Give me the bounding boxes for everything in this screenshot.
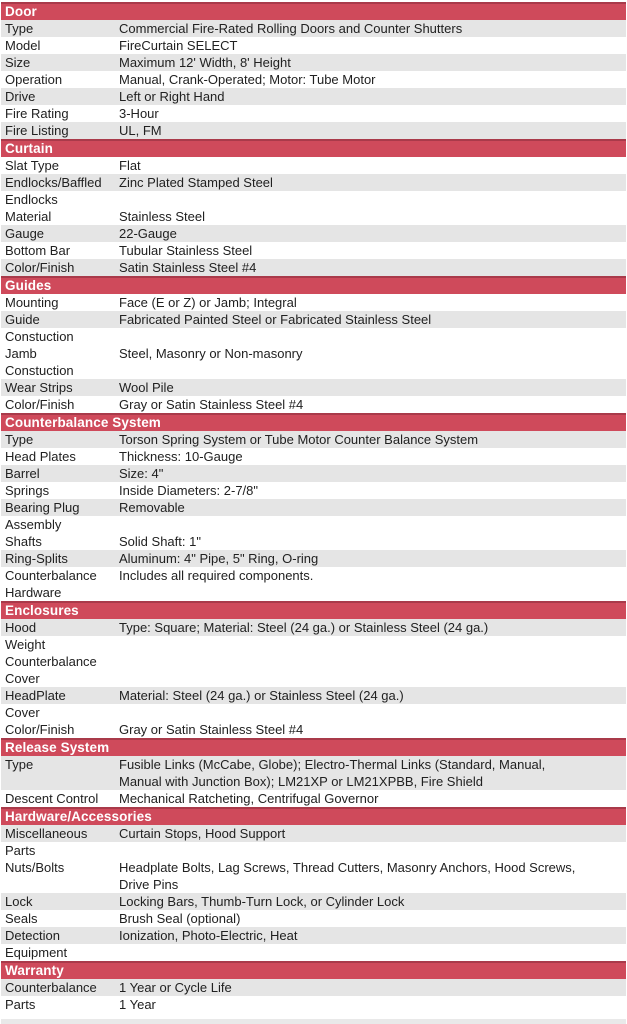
row-label: Lock xyxy=(5,894,33,909)
section-header: Release System xyxy=(1,738,626,756)
row-value: Size: 4" xyxy=(119,466,164,481)
row-label: Color/Finish xyxy=(5,260,75,275)
spec-row xyxy=(1,20,626,37)
spec-row xyxy=(1,482,626,499)
row-label: Type xyxy=(5,757,34,772)
row-value: Satin Stainless Steel #4 xyxy=(119,260,257,275)
spec-row xyxy=(1,122,626,139)
section-header: Curtain xyxy=(1,139,626,157)
spec-row xyxy=(1,225,626,242)
spec-row xyxy=(1,431,626,448)
row-label: Material xyxy=(5,209,52,224)
spec-row xyxy=(1,636,626,687)
spec-row xyxy=(1,379,626,396)
row-label: Miscellaneous Parts xyxy=(5,826,88,858)
spec-row xyxy=(1,996,626,1013)
spec-row xyxy=(1,242,626,259)
row-value: Headplate Bolts, Lag Screws, Thread Cutters, Masonry Anchors, Hood Screws, Drive Pins xyxy=(119,860,576,892)
row-label: HeadPlate Cover xyxy=(5,688,66,720)
row-label: Head Plates xyxy=(5,449,76,464)
spec-row xyxy=(1,825,626,859)
spec-row xyxy=(1,294,626,311)
row-label: Shafts xyxy=(5,534,42,549)
row-label: Drive xyxy=(5,89,36,104)
spec-row xyxy=(1,54,626,71)
row-value: Removable xyxy=(119,500,185,515)
row-label: Fire Listing xyxy=(5,123,69,138)
spec-row xyxy=(1,345,626,379)
row-label: Hood xyxy=(5,620,37,635)
row-value: FireCurtain SELECT xyxy=(119,38,238,53)
section-header: Door xyxy=(1,2,626,20)
row-label: Parts xyxy=(5,997,36,1012)
row-value: Commercial Fire-Rated Rolling Doors and Counter Shutters xyxy=(119,21,463,36)
spec-row xyxy=(1,567,626,601)
spec-row xyxy=(1,790,626,807)
row-label: Weight Counterbalance Cover xyxy=(5,637,97,686)
spec-row xyxy=(1,311,626,345)
spec-row xyxy=(1,174,626,208)
row-value: Left or Right Hand xyxy=(119,89,225,104)
row-label: Mounting xyxy=(5,295,59,310)
row-value: Type: Square; Material: Steel (24 ga.) or Stainless Steel (24 ga.) xyxy=(119,620,489,635)
row-label: Fire Rating xyxy=(5,106,69,121)
row-label: Descent Control xyxy=(5,791,99,806)
row-value: Brush Seal (optional) xyxy=(119,911,241,926)
section-header: Warranty xyxy=(1,961,626,979)
row-label: Slat Type xyxy=(5,158,59,173)
row-value: 1 Year or Cycle Life xyxy=(119,980,232,995)
spec-row xyxy=(1,859,626,893)
row-label: Model xyxy=(5,38,41,53)
spec-row xyxy=(1,448,626,465)
row-value: 22-Gauge xyxy=(119,226,177,241)
row-value: Fusible Links (McCabe, Globe); Electro-Thermal Links (Standard, Manual, Manual with Junction Box); LM21XP or LM21XPBB, Fire Shield xyxy=(119,757,546,789)
spec-row xyxy=(1,910,626,927)
row-value: Manual, Crank-Operated; Motor: Tube Motor xyxy=(119,72,376,87)
row-value: UL, FM xyxy=(119,123,162,138)
row-label: Bottom Bar xyxy=(5,243,71,258)
row-value: Gray or Satin Stainless Steel #4 xyxy=(119,722,304,737)
row-value: Includes all required components. xyxy=(119,568,314,583)
row-value: Curtain Stops, Hood Support xyxy=(119,826,286,841)
row-label: Counterbalance Hardware xyxy=(5,568,97,600)
section-header: Guides xyxy=(1,276,626,294)
row-value: Zinc Plated Stamped Steel xyxy=(119,175,273,190)
row-label: Type xyxy=(5,432,34,447)
row-value: Material: Steel (24 ga.) or Stainless Steel (24 ga.) xyxy=(119,688,404,703)
row-value: Stainless Steel xyxy=(119,209,205,224)
spec-row xyxy=(1,927,626,961)
spec-row xyxy=(1,396,626,413)
row-label: Color/Finish xyxy=(5,722,75,737)
row-value: Steel, Masonry or Non-masonry xyxy=(119,346,303,361)
row-label: Gauge xyxy=(5,226,45,241)
row-label: Color/Finish xyxy=(5,397,75,412)
row-label: Endlocks/Baffled Endlocks xyxy=(5,175,102,207)
section-header: Hardware/Accessories xyxy=(1,807,626,825)
spec-row xyxy=(1,105,626,122)
spec-table xyxy=(1,2,626,1013)
row-value: Ionization, Photo-Electric, Heat xyxy=(119,928,298,943)
row-value: 1 Year xyxy=(119,997,156,1012)
spec-row xyxy=(1,71,626,88)
row-label: Ring-Splits xyxy=(5,551,68,566)
row-value: Aluminum: 4" Pipe, 5" Ring, O-ring xyxy=(119,551,319,566)
row-label: Seals xyxy=(5,911,38,926)
row-value: Mechanical Ratcheting, Centrifugal Governor xyxy=(119,791,379,806)
spec-row xyxy=(1,465,626,482)
row-value: Solid Shaft: 1" xyxy=(119,534,201,549)
spec-row xyxy=(1,619,626,636)
spec-row xyxy=(1,550,626,567)
row-label: Springs xyxy=(5,483,50,498)
row-label: Barrel xyxy=(5,466,40,481)
spec-row xyxy=(1,157,626,174)
row-label: Type xyxy=(5,21,34,36)
row-value: Face (E or Z) or Jamb; Integral xyxy=(119,295,297,310)
spec-row xyxy=(1,88,626,105)
row-label: Operation xyxy=(5,72,63,87)
row-value: Flat xyxy=(119,158,141,173)
spec-row xyxy=(1,208,626,225)
row-value: Locking Bars, Thumb-Turn Lock, or Cylinder Lock xyxy=(119,894,405,909)
row-label: Jamb Constuction xyxy=(5,346,74,378)
row-value: Fabricated Painted Steel or Fabricated Stainless Steel xyxy=(119,312,432,327)
row-label: Guide Constuction xyxy=(5,312,74,344)
section-header: Counterbalance System xyxy=(1,413,626,431)
row-value: Thickness: 10-Gauge xyxy=(119,449,243,464)
spec-row xyxy=(1,756,626,790)
spec-row xyxy=(1,979,626,996)
row-value: Maximum 12' Width, 8' Height xyxy=(119,55,291,70)
row-label: Wear Strips xyxy=(5,380,73,395)
section-header: Enclosures xyxy=(1,601,626,619)
row-value: Torson Spring System or Tube Motor Counter Balance System xyxy=(119,432,479,447)
row-label: Bearing Plug Assembly xyxy=(5,500,80,532)
spec-row xyxy=(1,37,626,54)
spec-row xyxy=(1,533,626,550)
spec-row xyxy=(1,499,626,533)
clipped-next-row-stripe xyxy=(1,1019,626,1024)
row-value: Inside Diameters: 2-7/8" xyxy=(119,483,259,498)
row-value: Wool Pile xyxy=(119,380,174,395)
row-label: Size xyxy=(5,55,31,70)
row-label: Detection Equipment xyxy=(5,928,68,960)
row-label: Nuts/Bolts xyxy=(5,860,65,875)
row-value: Tubular Stainless Steel xyxy=(119,243,253,258)
row-value: 3-Hour xyxy=(119,106,159,121)
row-label: Counterbalance xyxy=(5,980,97,995)
spec-row xyxy=(1,687,626,721)
spec-row xyxy=(1,259,626,276)
spec-row xyxy=(1,893,626,910)
row-value: Gray or Satin Stainless Steel #4 xyxy=(119,397,304,412)
spec-row xyxy=(1,721,626,738)
